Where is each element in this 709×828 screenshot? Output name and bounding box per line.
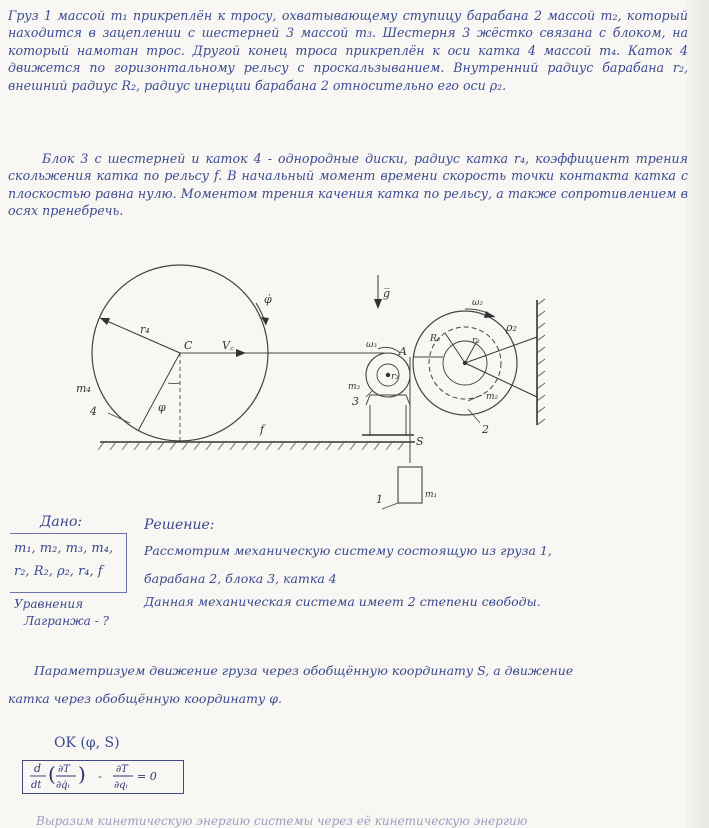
n3-label: 3 [352,395,359,408]
r3-label: r₃ [391,372,399,382]
param-line-1: Параметризуем движение груза через обобщённую координату S, а движение [34,663,574,678]
find-line-2: Лагранжа - ? [24,614,109,628]
eq-d: d [34,762,42,775]
m2-label: m₂ [486,392,499,402]
generalized-coords: OK (φ, S) [54,735,120,751]
eq-rhs: = 0 [137,770,157,783]
c-label: C [184,339,193,352]
vc-label: V꜀ [222,339,234,352]
r2-label: r₂ [472,336,480,346]
page-edge [687,0,709,828]
R2-label: R₂ [430,334,441,344]
solution-line-2: барабана 2, блока 3, катка 4 [144,571,337,586]
given-line-1: m₁, m₂, m₃, m₄, [14,541,114,556]
s-label: S [416,435,424,448]
load-1 [398,467,422,503]
solution-title: Решение: [144,517,215,533]
phi-label: φ [158,401,166,414]
n4-label: 4 [90,405,97,418]
solution-line-1: Рассмотрим механическую систему состоящую из груза 1, [144,543,552,558]
svg-text:): ) [78,762,86,786]
n2-label: 2 [482,423,489,436]
m4-label: m₄ [76,382,91,395]
a-label: A [399,345,407,358]
w2-label: ω₂ [472,298,483,308]
w3-label: ω₃ [366,340,377,350]
given-line-2: r₂, R₂, ρ₂, r₄, f [14,564,103,579]
g-label: g̅ [383,287,391,300]
param-line-2: катка через обобщённую координату φ. [8,691,282,706]
r4-label: r₄ [140,323,150,336]
eq-dT: ∂T [58,764,70,775]
eq-dt: dt [31,780,42,791]
n1-label: 1 [376,493,383,506]
ground-hatching [98,442,404,450]
eq-dq: ∂qᵢ [114,780,128,791]
rho2-label: ρ₂ [506,321,517,334]
eq-dqdot: ∂q̇ᵢ [56,780,70,791]
f-label: f [260,423,265,436]
solution-line-3: Данная механическая система имеет 2 степени свободы. [144,594,541,609]
given-title: Дано: [40,514,83,530]
eq-minus: - [98,770,102,783]
svg-text:(: ( [48,762,56,786]
mechanism-diagram [70,245,560,515]
m1-label: m₁ [425,490,438,500]
problem-statement: Груз 1 массой m₁ прикреплён к тросу, охватывающему ступицу барабана 2 массой m₂, который находится в зацеплении с шестерней 3 массой m₃. Шестерня 3 жёстко связана с блоком, на который намотан трос. Другой конец троса прикреплён к оси катка 4 массой m₄. Каток 4 движется по горизонтальному рельсу с проскальзыванием. Внутренний радиус барабана r₂, внешний радиус R₂, радиус инерции барабана 2 относительно его оси ρ₂. [8,8,688,93]
cut-off-line: Выразим кинетическую энергию системы через её кинетическую энергию [36,814,528,828]
problem-statement-2: Блок 3 с шестерней и каток 4 - однородные диски, радиус катка r₄, коэффициент трения скольжения катка по рельсу f. В начальный момент времени скорость точки контакта катка с плоскостью равна нулю. Моментом трения качения катка по рельсу, а также сопротивлением в осях пренебречь. [8,151,688,219]
phidot-label: φ̇ [264,293,272,306]
eq-dT2: ∂T [116,764,128,775]
m3-label: m₃ [348,382,361,392]
find-line-1: Уравнения [14,597,84,611]
lagrange-equation [24,759,184,793]
